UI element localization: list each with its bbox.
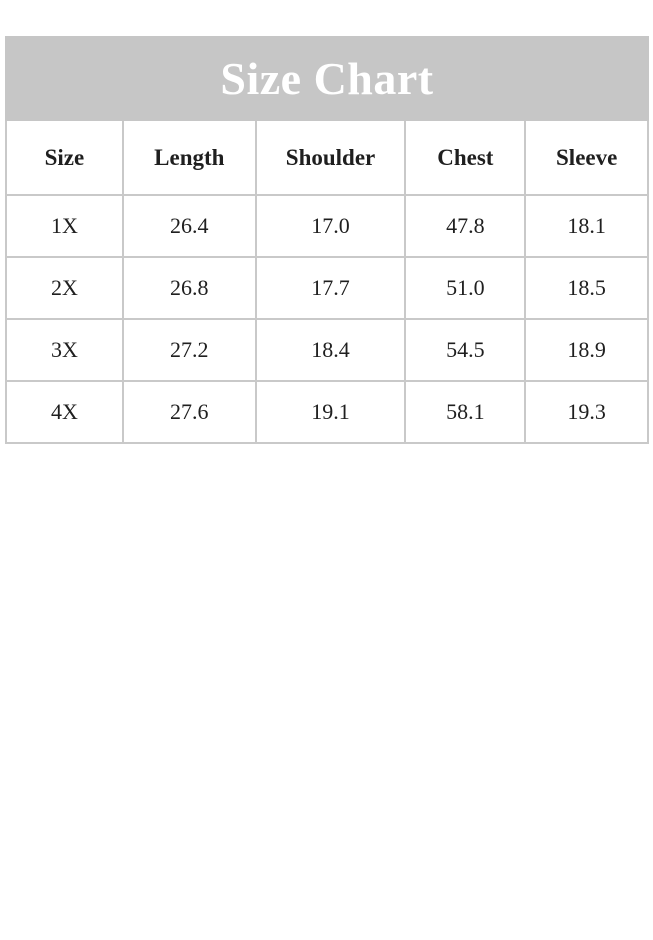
value-cell: 27.6 <box>123 381 256 443</box>
table-row <box>6 319 648 381</box>
column-header-sleeve: Sleeve <box>525 121 648 195</box>
size-cell: 3X <box>6 319 123 381</box>
table-row <box>6 257 648 319</box>
size-cell: 4X <box>6 381 123 443</box>
value-cell: 19.3 <box>525 381 648 443</box>
value-cell: 58.1 <box>405 381 525 443</box>
value-cell: 17.0 <box>256 195 406 257</box>
value-cell: 54.5 <box>405 319 525 381</box>
size-cell: 2X <box>6 257 123 319</box>
table-body <box>6 195 648 443</box>
table-row <box>6 381 648 443</box>
value-cell: 27.2 <box>123 319 256 381</box>
table-row <box>6 195 648 257</box>
size-chart <box>5 36 649 444</box>
value-cell: 26.8 <box>123 257 256 319</box>
column-header-size: Size <box>6 121 123 195</box>
value-cell: 19.1 <box>256 381 406 443</box>
value-cell: 26.4 <box>123 195 256 257</box>
column-header-chest: Chest <box>405 121 525 195</box>
title-band <box>5 36 649 121</box>
value-cell: 18.1 <box>525 195 648 257</box>
column-header-length: Length <box>123 121 256 195</box>
value-cell: 18.9 <box>525 319 648 381</box>
value-cell: 17.7 <box>256 257 406 319</box>
value-cell: 51.0 <box>405 257 525 319</box>
column-header-shoulder: Shoulder <box>256 121 406 195</box>
page-title: Size Chart <box>220 52 434 104</box>
value-cell: 47.8 <box>405 195 525 257</box>
size-cell: 1X <box>6 195 123 257</box>
value-cell: 18.5 <box>525 257 648 319</box>
header-row <box>6 121 648 195</box>
value-cell: 18.4 <box>256 319 406 381</box>
size-table <box>5 121 649 444</box>
